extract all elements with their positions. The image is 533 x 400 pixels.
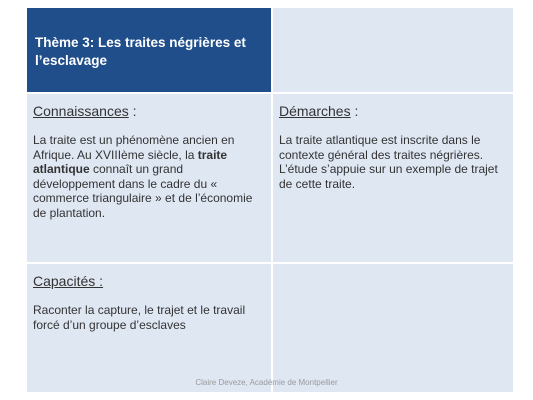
connaissances-cell [27,94,271,262]
demarches-text: La traite atlantique est inscrite dans le contexte général des traites négrières. L’étude s’appuie sur un exemple de trajet de cette traite. [279,133,498,191]
empty-cell-bottom-right [273,264,513,392]
slide-table [27,8,513,392]
empty-cell-top-right [273,8,513,92]
connaissances-heading: Connaissances : [33,103,137,119]
demarches-heading: Démarches : [279,103,359,119]
capacites-cell [27,264,271,392]
capacites-text: Raconter la capture, le trajet et le travail forcé d’un groupe d’esclaves [33,303,246,332]
traite-atlantique-emphasis: traite atlantique [33,147,228,176]
theme-title-cell [27,8,271,92]
footer-credit: Claire Deveze, Académie de Montpellier [195,378,338,387]
capacites-heading: Capacités : [33,273,104,289]
theme-title: Thème 3: Les traites négrières et l’esclavage [35,35,246,68]
demarches-cell [273,94,513,262]
connaissances-text: La traite est un phénomène ancien en Afrique. Au XVIIIème siècle, la traite atlantique connaît un grand développement dans le cadre du « commerce triangulaire » et de l’économie de plantation. [33,133,253,220]
